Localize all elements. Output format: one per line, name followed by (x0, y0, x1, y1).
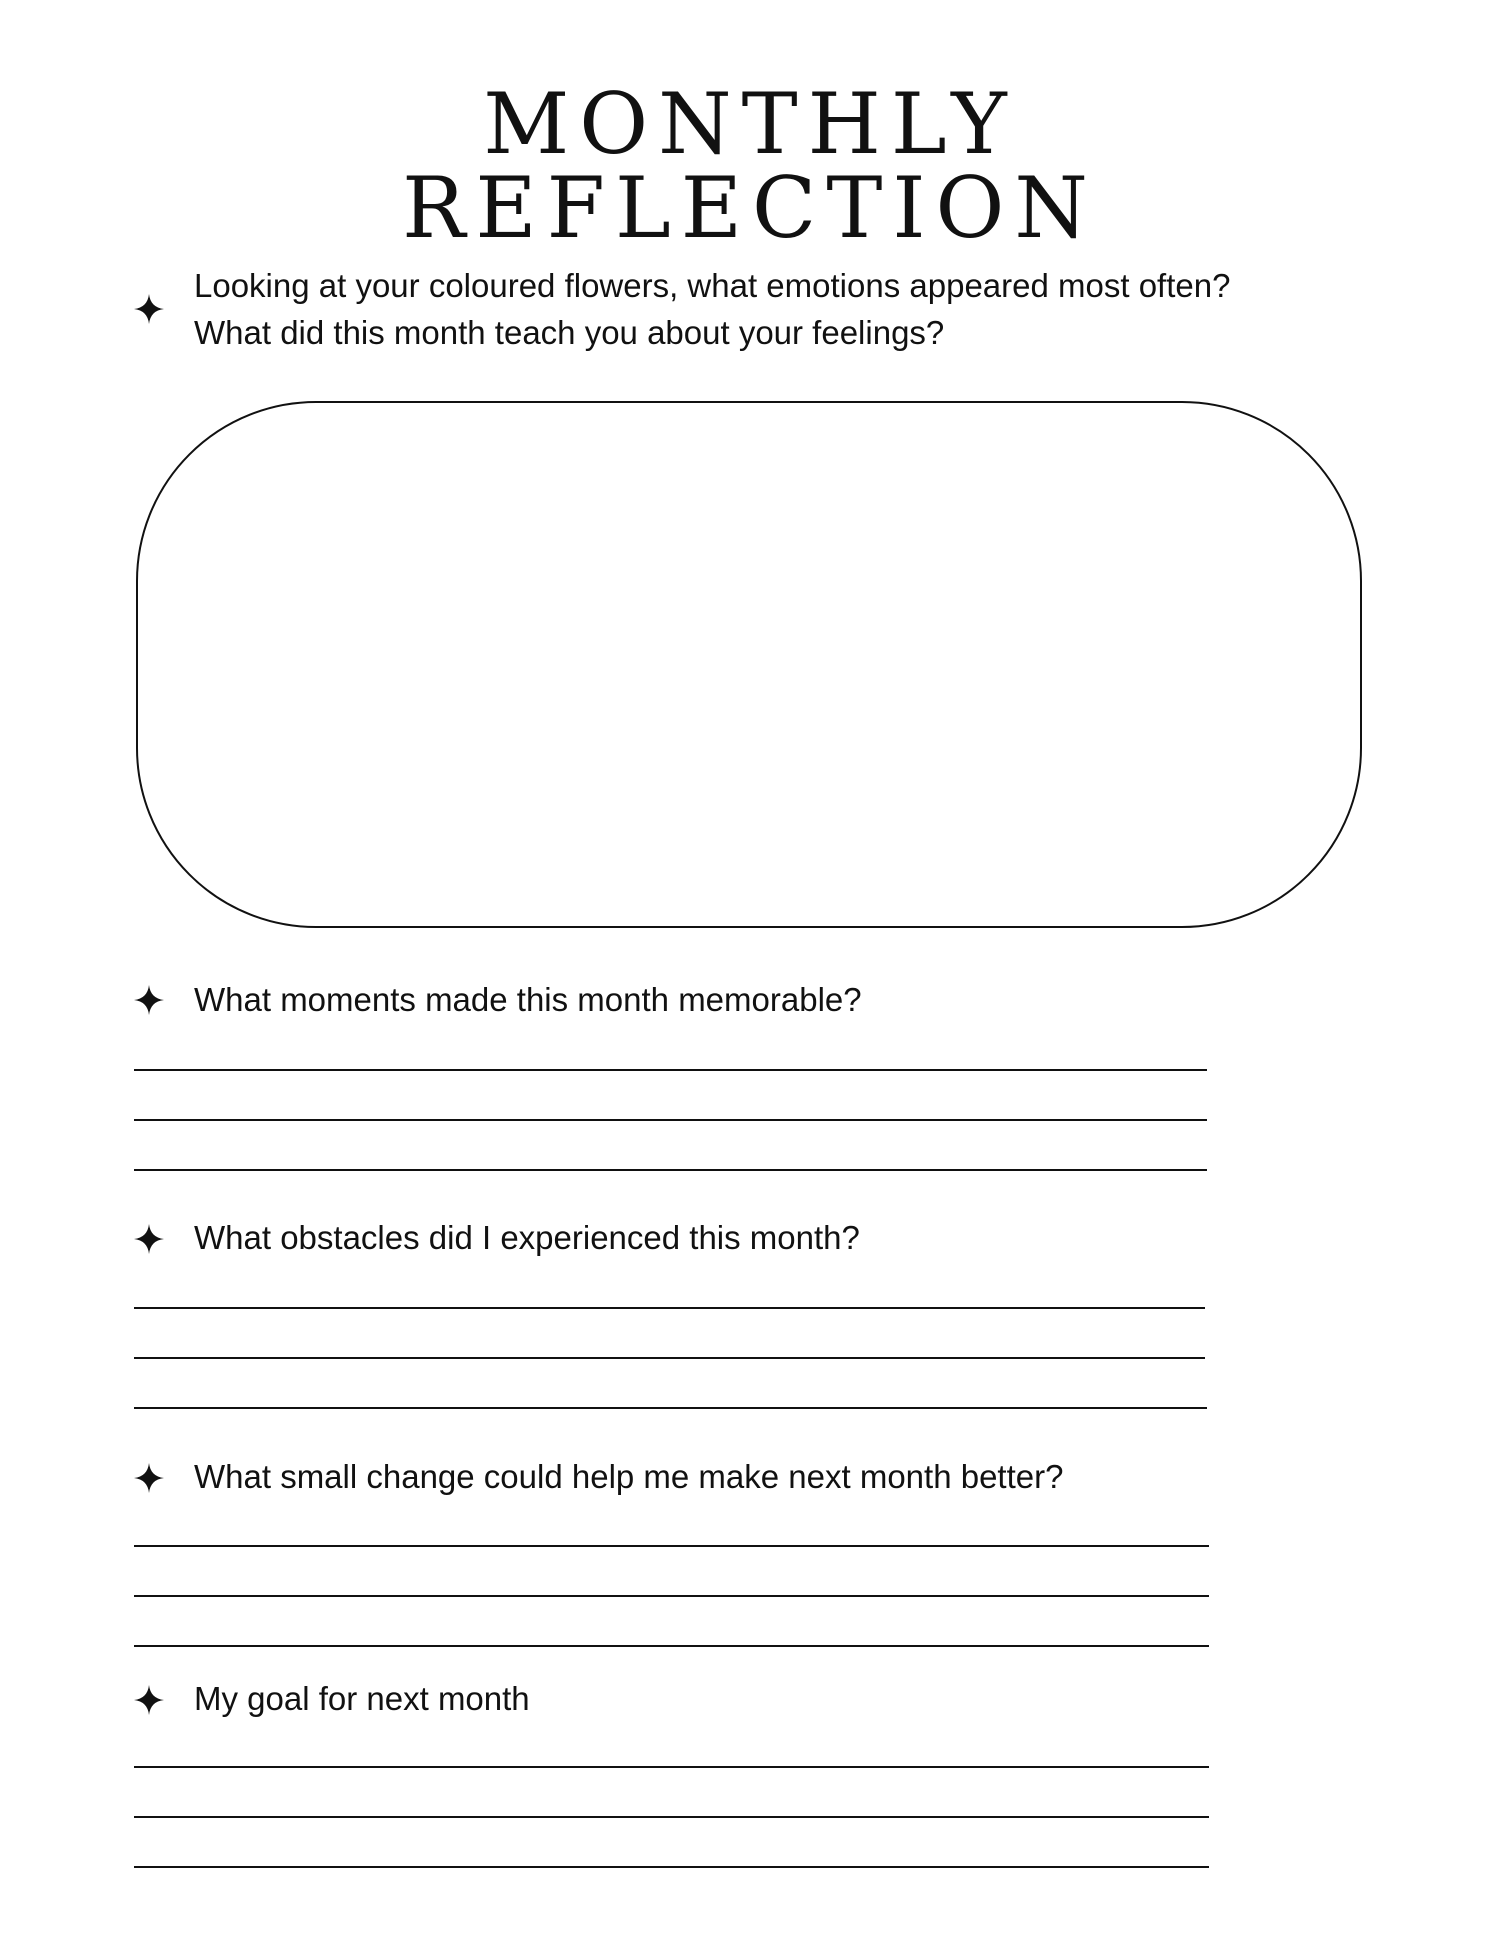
writing-line[interactable] (134, 1307, 1205, 1309)
writing-line[interactable] (134, 1595, 1209, 1597)
writing-line[interactable] (134, 1816, 1209, 1818)
writing-line[interactable] (134, 1866, 1209, 1868)
writing-line[interactable] (134, 1407, 1207, 1409)
question-5: My goal for next month (194, 1680, 530, 1717)
four-point-star-icon (134, 1463, 164, 1493)
writing-line[interactable] (134, 1357, 1205, 1359)
writing-line[interactable] (134, 1545, 1209, 1547)
writing-line[interactable] (134, 1069, 1207, 1071)
writing-line[interactable] (134, 1169, 1207, 1171)
answer-box[interactable] (136, 401, 1362, 928)
question-3: What obstacles did I experienced this month? (194, 1219, 860, 1256)
four-point-star-icon (134, 1224, 164, 1254)
writing-line[interactable] (134, 1645, 1209, 1647)
four-point-star-icon (134, 294, 164, 324)
question-1-line-1: Looking at your coloured flowers, what emotions appeared most often? (194, 267, 1231, 304)
four-point-star-icon (134, 1685, 164, 1715)
page-title-line-1: MONTHLY (483, 75, 1017, 173)
question-2: What moments made this month memorable? (194, 981, 862, 1018)
four-point-star-icon (134, 985, 164, 1015)
question-4: What small change could help me make next month better? (194, 1458, 1064, 1495)
writing-line[interactable] (134, 1119, 1207, 1121)
writing-line[interactable] (134, 1766, 1209, 1768)
page-title-line-2: REFLECTION (402, 159, 1098, 257)
question-1-line-2: What did this month teach you about your feelings? (194, 314, 945, 351)
